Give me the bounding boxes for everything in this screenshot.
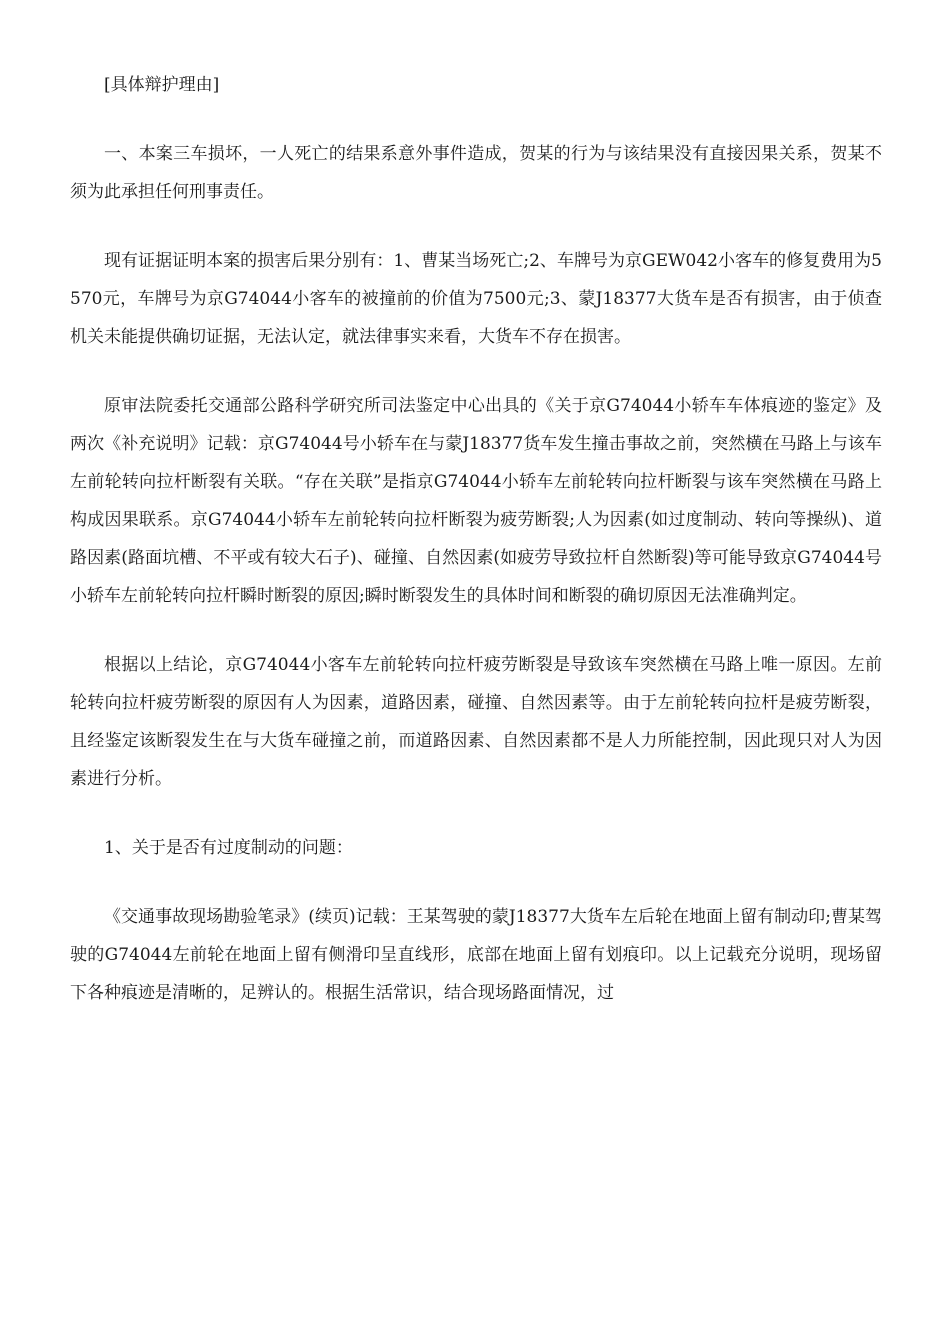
paragraph-conclusion: 一、本案三车损坏，一人死亡的结果系意外事件造成，贺某的行为与该结果没有直接因果关系，贺某不须为此承担任何刑事责任。 bbox=[70, 144, 882, 202]
paragraph-subheading-braking: 1、关于是否有过度制动的问题： bbox=[104, 838, 353, 858]
paragraph-damages: 现有证据证明本案的损害后果分别有：1、曹某当场死亡;2、车牌号为京GEW042小客车的修复费用为5570元，车牌号为京G74044小客车的被撞前的价值为7500元;3、蒙J18377大货车是否有损害，由于侦查机关未能提供确切证据，无法认定，就法律事实来看，大货车不存在损害。 bbox=[70, 251, 882, 347]
paragraph-analysis: 根据以上结论，京G74044小客车左前轮转向拉杆疲劳断裂是导致该车突然横在马路上唯一原因。左前轮转向拉杆疲劳断裂的原因有人为因素，道路因素，碰撞、自然因素等。由于左前轮转向拉杆是疲劳断裂，且经鉴定该断裂发生在与大货车碰撞之前，而道路因素、自然因素都不是人力所能控制，因此现只对人为因素进行分析。 bbox=[70, 655, 882, 789]
paragraph-scene-record: 《交通事故现场勘验笔录》(续页)记载：王某驾驶的蒙J18377大货车左后轮在地面上留有制动印;曹某驾驶的G74044左前轮在地面上留有侧滑印呈直线形，底部在地面上留有划痕印。以上记载充分说明，现场留下各种痕迹是清晰的，足辨认的。根据生活常识，结合现场路面情况，过 bbox=[70, 907, 882, 1003]
section-heading: [具体辩护理由] bbox=[104, 75, 220, 95]
paragraph-appraisal: 原审法院委托交通部公路科学研究所司法鉴定中心出具的《关于京G74044小轿车车体痕迹的鉴定》及两次《补充说明》记载：京G74044号小轿车在与蒙J18377货车发生撞击事故之前，突然横在马路上与该车左前轮转向拉杆断裂有关联。“存在关联”是指京G74044小轿车左前轮转向拉杆断裂与该车突然横在马路上构成因果联系。京G74044小轿车左前轮转向拉杆断裂为疲劳断裂;人为因素(如过度制动、转向等操纵)、道路因素(路面坑槽、不平或有较大石子)、碰撞、自然因素(如疲劳导致拉杆自然断裂)等可能导致京G74044号小轿车左前轮转向拉杆瞬时断裂的原因;瞬时断裂发生的具体时间和断裂的确切原因无法准确判定。 bbox=[70, 396, 882, 606]
document-page bbox=[70, 66, 882, 1043]
